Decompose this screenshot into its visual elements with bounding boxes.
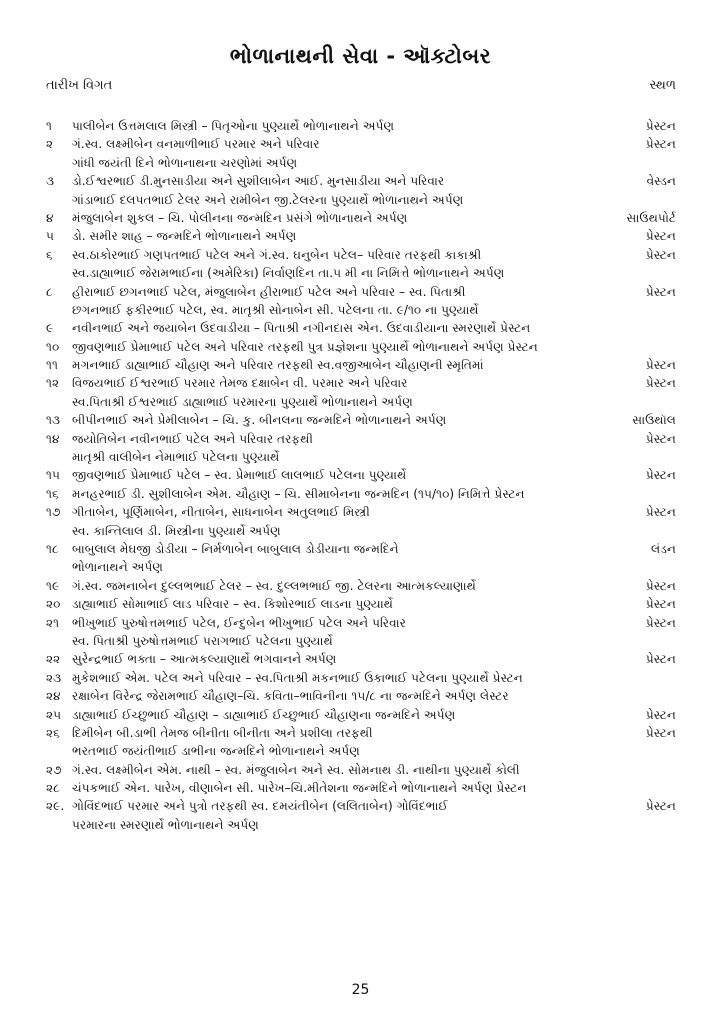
entry-place: પ્રેસ્ટન (645, 247, 676, 262)
list-item (46, 374, 676, 411)
list-item (46, 485, 676, 503)
list-item (46, 779, 676, 797)
entry-line (46, 614, 676, 632)
entry-place: પ્રેસ્ટન (645, 652, 676, 667)
entry-text: વિજયભાઈ ઈશ્વરભાઈ પરમાર તેમજ દક્ષાબેન વી. પરમાર અને પરિવાર (72, 376, 408, 391)
entry-number: ૯ (46, 321, 54, 336)
entry-text: છગનભાઈ ફકીરભાઈ પટેલ, સ્વ. માતૃશ્રી સોનાબેન સી. પટેલના તા. ૯/૧૦ ના પુણ્યાર્થે (72, 302, 479, 317)
entry-continuation-line (46, 264, 676, 282)
entry-number: ૨૫ (46, 707, 62, 722)
list-item (46, 466, 676, 484)
list-item (46, 430, 676, 467)
list-item (46, 724, 676, 761)
entry-place: પ્રેસ્ટન (645, 376, 676, 391)
entry-place: પ્રેસ્ટન (645, 725, 676, 740)
list-item (46, 595, 676, 613)
column-header (46, 78, 676, 100)
entry-number: ૧૩ (46, 413, 61, 428)
entry-text: રક્ષાબેન વિરેન્દ્ર જેરામભાઈ ચૌહાણ–ચિ. કવિતા–ભાવિનીના ૧૫/૮ ના જન્મદિને અર્પણ લેસ્ટર (72, 689, 509, 704)
entry-text: સ્વ.ડાહ્યાભાઈ જેરામભાઈના (અમેરિકા) નિર્વાણદિન તા.૫ મી ના નિમિત્તે ભોળાનાથને અર્પણ (72, 266, 505, 281)
entry-number: ૧૬ (46, 486, 59, 501)
entry-place: પ્રેસ્ટન (645, 578, 676, 593)
entry-place: પ્રેસ્ટન (645, 229, 676, 244)
list-item (46, 227, 676, 245)
entry-text: જીવણભાઈ પ્રેમાભાઈ પટેલ અને પરિવાર તરફથી પુત્ર પ્રજ્ઞેશના પુણ્યાર્થે ભોળાનાથને અર્પણ પ્રેસ્ટન (72, 339, 538, 354)
entry-number: ૧૨ (46, 376, 60, 391)
entry-number: ૨ (46, 137, 54, 152)
entry-text: ડો. સમીર શાહ – જન્મદિને ભોળાનાથને અર્પણ (72, 229, 297, 244)
entry-number: ૨૭ (46, 762, 62, 777)
entry-text: નવીનભાઈ અને જયાબેન ઉદવાડીયા – પિતાશ્રી નગીનદાસ એન. ઉદવાડીયાના સ્મરણાર્થે પ્રેસ્ટન (72, 321, 531, 336)
entry-text: માતૃશ્રી વાલીબેન નેમાભાઈ પટેલના પુણ્યાર્થે (72, 450, 280, 465)
entry-place: પ્રેસ્ટન (645, 505, 676, 520)
list-item (46, 246, 676, 283)
entry-line (46, 411, 676, 429)
list-item (46, 503, 676, 540)
entry-number: ૬ (46, 247, 53, 262)
list-item (46, 614, 676, 651)
entry-number: ૧૫ (46, 468, 60, 483)
entry-number: ૨૨ (46, 652, 61, 667)
entry-number: ૨૪ (46, 689, 61, 704)
entry-continuation-line (46, 632, 676, 650)
entry-line (46, 209, 676, 227)
entry-number: ૩ (46, 174, 55, 189)
list-item (46, 650, 676, 668)
entry-number: ૨૮ (46, 781, 60, 796)
entry-place: લંડન (651, 541, 676, 556)
list-item (46, 797, 676, 834)
entry-text: ગાંડાભાઈ દલપતભાઈ ટેલર અને રામીબેન જી.ટેલરના પુણ્યાર્થે ભોળાનાથને અર્પણ (72, 192, 464, 207)
entry-number: ૧૮ (46, 541, 59, 556)
list-item (46, 411, 676, 429)
entry-line (46, 669, 676, 687)
list-item (46, 283, 676, 320)
entry-place: પ્રેસ્ટન (645, 358, 676, 373)
entry-text: મગનભાઈ ડાહ્યાભાઈ ચૌહાણ અને પરિવાર તરફથી સ્વ.વજીઆબેન ચૌહાણની સ્મૃતિમાં (72, 358, 484, 373)
header-date-detail: તારીખ વિગત (46, 78, 113, 93)
entry-line (46, 797, 676, 815)
entry-line (46, 117, 676, 135)
entry-number: ૫ (46, 229, 55, 244)
entry-number: ૨૩ (46, 670, 62, 685)
entry-text: સ્વ. કાન્તિલાલ ડી. મિસ્ત્રીના પુણ્યાર્થે અર્પણ (72, 523, 281, 538)
entry-text: ડાહ્યાભાઈ ઈચ્છુભાઈ ચૌહાણ – ડાહ્યાભાઈ ઈચ્છુભાઈ ચૌહાણના જન્મદિને અર્પણ (72, 707, 456, 722)
entry-number: ૧૭ (46, 505, 61, 520)
entry-line (46, 356, 676, 374)
list-item (46, 687, 676, 705)
entry-number: ૨૦ (46, 597, 61, 612)
entry-line (46, 227, 676, 245)
entry-continuation-line (46, 522, 676, 540)
entry-text: પાલીબેન ઉત્તમલાલ મિસ્ત્રી – પિતૃઓના પુણ્યાર્થે ભોળાનાથને અર્પણ (72, 119, 395, 133)
entry-text: જીવણભાઈ પ્રેમાભાઈ પટેલ – સ્વ. પ્રેમાભાઈ લાલભાઈ પટેલના પુણ્યાર્થે (72, 468, 407, 483)
entry-number: ૨૯. (46, 799, 65, 814)
entry-number: ૧ (46, 119, 52, 133)
entry-line (46, 374, 676, 392)
entry-text: બીપીનભાઈ અને પ્રેમીલાબેન – ચિ. કુ. બીનલના જન્મદિને ભોળાનાથને અર્પણ (72, 413, 447, 428)
list-item (46, 172, 676, 209)
page-title: ભોળાનાથની સેવા - ઑક્ટોબર (229, 44, 492, 68)
entry-number: ૧૪ (46, 431, 60, 446)
entry-number: ૨૬ (46, 725, 60, 740)
list-item (46, 356, 676, 374)
list-item (46, 577, 676, 595)
entry-text: સ્વ. પિતાશ્રી પુરુષોત્તમભાઈ પરાગભાઈ પટેલના પુણ્યાર્થે (72, 633, 333, 648)
list-item (46, 669, 676, 687)
list-item (46, 209, 676, 227)
list-item (46, 319, 676, 337)
entry-line (46, 466, 676, 484)
entry-text: પરમારના સ્મરણાર્થે ભોળાનાથને અર્પણ (72, 817, 259, 832)
entry-line (46, 283, 676, 301)
entry-line (46, 503, 676, 521)
entry-line (46, 135, 676, 153)
list-item (46, 540, 676, 577)
entry-text: ડો.ઈશ્વરભાઈ ડી.મુનસાડીયા અને સુશીલાબેન આઈ. મુનસાડીયા અને પરિવાર (72, 174, 445, 189)
entry-line (46, 540, 676, 558)
entry-line (46, 687, 676, 705)
list-item (46, 706, 676, 724)
entry-line (46, 430, 676, 448)
entry-text: ભીખુભાઈ પુરુષોત્તમભાઈ પટેલ, ઈન્દુબેન ભીખુભાઈ પટેલ અને પરિવાર (72, 615, 406, 630)
entry-text: મનહરભાઈ ડી. સુશીલાબેન એમ. ચૌહાણ – ચિ. સીમાબેનના જન્મદિન (૧૫/૧૦) નિમિત્તે પ્રેસ્ટન (72, 486, 525, 501)
entry-text: બાબુલાલ મેઘજી ડોડીયા – નિર્મળાબેન બાબુલાલ ડોડીયાના જન્મદિને (72, 541, 399, 556)
entry-text: સ્વ.પિતાશ્રી ઈશ્વરભાઈ ડાહ્યાભાઈ પરમારના પુણ્યાર્થે ભોળાનાથને અર્પણ (72, 394, 413, 409)
entry-list (46, 117, 676, 834)
entry-place: પ્રેસ્ટન (645, 468, 676, 483)
entry-place: પ્રેસ્ટન (645, 137, 676, 152)
entry-number: ૪ (46, 210, 54, 225)
entry-text: મુકેશભાઈ એમ. પટેલ અને પરિવાર – સ્વ.પિતાશ્રી મકનભાઈ ઉકાભાઈ પટેલના પુણ્યાર્થે પ્રેસ્ટન (72, 670, 523, 685)
header-place: સ્થળ (649, 78, 676, 93)
entry-place: સાઉથૉલ (632, 413, 676, 428)
entry-place: પ્રેસ્ટન (645, 284, 676, 299)
entry-line (46, 319, 676, 337)
entry-continuation-line (46, 154, 676, 172)
entry-text: ગોવિંદભાઈ પરમાર અને પુત્રો તરફથી સ્વ. દમયંતીબેન (લલિતાબેન) ગોવિંદભાઈ (72, 799, 448, 814)
entry-place: પ્રેસ્ટન (645, 799, 676, 814)
entry-place: પ્રેસ્ટન (645, 597, 676, 612)
entry-text: સુરેન્દ્રભાઈ ભક્તા – આત્મકલ્યાણાર્થે ભગવાનને અર્પણ (72, 652, 337, 667)
entry-number: ૧૦ (46, 339, 60, 354)
entry-continuation-line (46, 191, 676, 209)
entry-text: ગં.સ્વ. લક્ષ્મીબેન એમ. નાથી – સ્વ. મંજુલાબેન અને સ્વ. સોમનાથ ડી. નાથીના પુણ્યાર્થે કોલી (72, 762, 520, 777)
page-number: 25 (351, 982, 370, 998)
entry-text: ભોળાનાથને અર્પણ (72, 560, 164, 575)
entry-place: પ્રેસ્ટન (645, 615, 676, 630)
entry-text: સ્વ.ઠાકોરભાઈ ગણપતભાઈ પટેલ અને ગં.સ્વ. ઘનુબેન પટેલ– પરિવાર તરફથી કાકાશ્રી (72, 247, 482, 262)
entry-number: ૨૧ (46, 615, 60, 630)
entry-text: ગં.સ્વ. લક્ષ્મીબેન વનમાળીભાઈ પરમાર અને પરિવાર (72, 137, 320, 152)
entry-place: પ્રેસ્ટન (645, 431, 676, 446)
list-item (46, 761, 676, 779)
list-item (46, 135, 676, 172)
entry-number: ૧૧ (46, 358, 58, 373)
entry-line (46, 338, 676, 356)
entry-line (46, 650, 676, 668)
entry-continuation-line (46, 742, 676, 760)
entry-line (46, 779, 676, 797)
entry-continuation-line (46, 393, 676, 411)
entry-line (46, 724, 676, 742)
entry-text: ગીતાબેન, પૂર્ણિમાબેન, નીતાબેન, સાધનાબેન અતુલભાઈ મિસ્ત્રી (72, 505, 370, 520)
entry-line (46, 595, 676, 613)
entry-line (46, 577, 676, 595)
entry-text: ચંપકભાઈ એન. પારેખ, વીણાબેન સી. પારેખ–ચિ.મીતેશના જન્મદિને ભોળાનાથને અર્પણ પ્રેસ્ટન (72, 781, 527, 796)
entry-line (46, 485, 676, 503)
entry-place: વેસ્ડન (646, 174, 676, 189)
entry-continuation-line (46, 558, 676, 576)
list-item (46, 117, 676, 135)
entry-line (46, 172, 676, 190)
entry-place: પ્રેસ્ટન (645, 119, 676, 133)
entry-line (46, 246, 676, 264)
entry-text: હીરાભાઈ છગનભાઈ પટેલ, મંજુલાબેન હીરાભાઈ પટેલ અને પરિવાર – સ્વ. પિતાશ્રી (72, 284, 466, 299)
entry-line (46, 761, 676, 779)
entry-continuation-line (46, 301, 676, 319)
entry-continuation-line (46, 448, 676, 466)
list-item (46, 338, 676, 356)
entry-text: દિમીબેન બી.ડાભી તેમજ બીનીતા બીનીતા અને પ્રશીલા તરફથી (72, 725, 373, 740)
entry-number: ૮ (46, 284, 53, 299)
entry-text: જયોતિબેન નવીનભાઈ પટેલ અને પરિવાર તરફથી (72, 431, 313, 446)
entry-text: ગાંધી જયંતી દિને ભોળાનાથના ચરણોમાં અર્પણ (72, 155, 298, 170)
entry-text: મંજુલાબેન શુકલ – ચિ. પોલીનના જન્મદિન પ્રસંગે ભોળાનાથને અર્પણ (72, 210, 408, 225)
entry-text: ગં.સ્વ. જમનાબેન દુલ્લભભાઈ ટેલર – સ્વ. દુલ્લભભાઈ જી. ટેલરના આત્મકલ્યાણાર્થે (72, 578, 476, 593)
entry-line (46, 706, 676, 724)
entry-text: ડાહ્યાભાઈ સોમાભાઈ લાડ પરિવાર – સ્વ. કિશોરભાઈ લાડના પુણ્યાર્થે (72, 597, 394, 612)
entry-place: પ્રેસ્ટન (645, 707, 676, 722)
entry-text: ભરતભાઈ જયંતીભાઈ ડાભીના જન્મદિને ભોળાનાથને અર્પણ (72, 744, 360, 759)
entry-continuation-line (46, 816, 676, 834)
entry-place: સાઉથપોર્ટ (626, 210, 676, 225)
entry-number: ૧૯ (46, 578, 60, 593)
